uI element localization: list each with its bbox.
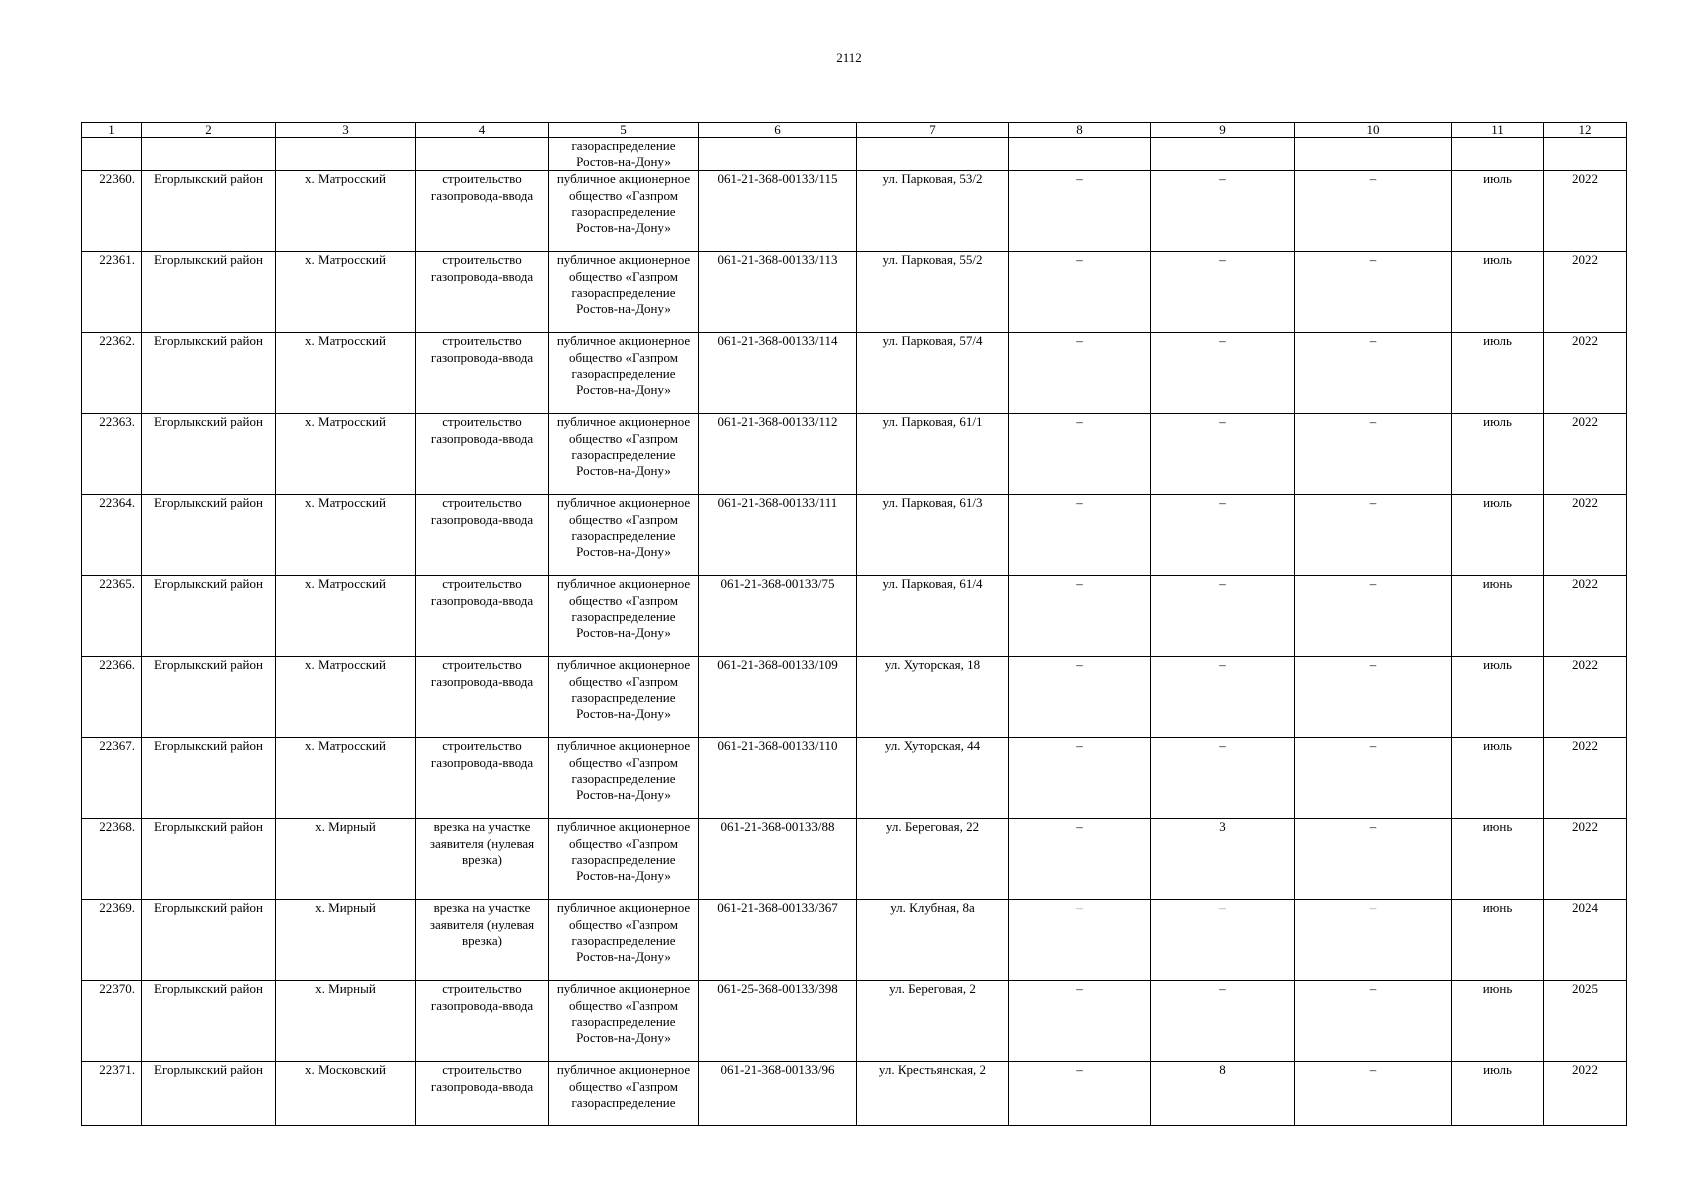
settlement-cell: х. Мирный <box>276 981 416 1062</box>
column-10-cell: – <box>1295 414 1452 495</box>
month-cell: июнь <box>1452 900 1544 981</box>
cell-empty <box>416 138 549 171</box>
cell-empty <box>1452 138 1544 171</box>
column-10-cell: – <box>1295 495 1452 576</box>
column-10-cell: – <box>1295 1062 1452 1126</box>
column-9-cell: 8 <box>1151 1062 1295 1126</box>
column-number: 8 <box>1009 123 1151 138</box>
cell-empty <box>699 138 857 171</box>
column-8-cell: – <box>1009 981 1151 1062</box>
address-cell: ул. Парковая, 55/2 <box>857 252 1009 333</box>
cell-empty <box>1544 138 1627 171</box>
year-cell: 2022 <box>1544 495 1627 576</box>
row-number-cell: 22367. <box>82 738 142 819</box>
district-cell: Егорлыкский район <box>142 576 276 657</box>
settlement-cell: х. Матросский <box>276 657 416 738</box>
column-8-cell: – <box>1009 414 1151 495</box>
district-cell: Егорлыкский район <box>142 900 276 981</box>
table-row <box>82 657 1627 738</box>
work-type-cell: строительство газопровода-ввода <box>416 657 549 738</box>
column-9-cell: – <box>1151 171 1295 252</box>
settlement-cell: х. Матросский <box>276 414 416 495</box>
column-9-cell: – <box>1151 981 1295 1062</box>
work-type-cell: строительство газопровода-ввода <box>416 495 549 576</box>
code-cell: 061-21-368-00133/112 <box>699 414 857 495</box>
month-cell: июль <box>1452 495 1544 576</box>
district-cell: Егорлыкский район <box>142 1062 276 1126</box>
cell-empty <box>142 138 276 171</box>
district-cell: Егорлыкский район <box>142 981 276 1062</box>
owner-cell: публичное акционерное общество «Газпром газораспределение Ростов-на-Дону» <box>549 738 699 819</box>
column-8-cell: – <box>1009 333 1151 414</box>
table-row <box>82 333 1627 414</box>
settlement-cell: х. Матросский <box>276 576 416 657</box>
cell-empty <box>1295 138 1452 171</box>
column-10-cell: – <box>1295 576 1452 657</box>
address-cell: ул. Парковая, 53/2 <box>857 171 1009 252</box>
address-cell: ул. Хуторская, 44 <box>857 738 1009 819</box>
column-8-cell: – <box>1009 738 1151 819</box>
settlement-cell: х. Матросский <box>276 333 416 414</box>
month-cell: июнь <box>1452 819 1544 900</box>
work-type-cell: строительство газопровода-ввода <box>416 1062 549 1126</box>
district-cell: Егорлыкский район <box>142 495 276 576</box>
row-number-cell: 22368. <box>82 819 142 900</box>
owner-cell: публичное акционерное общество «Газпром газораспределение Ростов-на-Дону» <box>549 171 699 252</box>
year-cell: 2024 <box>1544 900 1627 981</box>
code-cell: 061-25-368-00133/398 <box>699 981 857 1062</box>
owner-cell: газораспределение Ростов-на-Дону» <box>549 138 699 171</box>
month-cell: июль <box>1452 252 1544 333</box>
address-cell: ул. Парковая, 57/4 <box>857 333 1009 414</box>
row-number-cell: 22360. <box>82 171 142 252</box>
code-cell: 061-21-368-00133/111 <box>699 495 857 576</box>
row-number-cell: 22365. <box>82 576 142 657</box>
month-cell: июль <box>1452 171 1544 252</box>
column-9-cell: – <box>1151 576 1295 657</box>
year-cell: 2022 <box>1544 171 1627 252</box>
column-number-row <box>82 123 1627 138</box>
code-cell: 061-21-368-00133/96 <box>699 1062 857 1126</box>
work-type-cell: строительство газопровода-ввода <box>416 414 549 495</box>
column-8-cell: – <box>1009 819 1151 900</box>
column-8-cell: – <box>1009 657 1151 738</box>
month-cell: июль <box>1452 414 1544 495</box>
owner-cell: публичное акционерное общество «Газпром газораспределение Ростов-на-Дону» <box>549 252 699 333</box>
code-cell: 061-21-368-00133/115 <box>699 171 857 252</box>
column-8-cell: – <box>1009 576 1151 657</box>
year-cell: 2022 <box>1544 1062 1627 1126</box>
cell-empty <box>1009 138 1151 171</box>
column-9-cell: – <box>1151 333 1295 414</box>
address-cell: ул. Парковая, 61/3 <box>857 495 1009 576</box>
column-8-cell: – <box>1009 171 1151 252</box>
column-number: 10 <box>1295 123 1452 138</box>
work-type-cell: врезка на участке заявителя (нулевая врезка) <box>416 900 549 981</box>
table-row <box>82 1062 1627 1126</box>
code-cell: 061-21-368-00133/88 <box>699 819 857 900</box>
column-9-cell: – <box>1151 414 1295 495</box>
year-cell: 2022 <box>1544 576 1627 657</box>
settlement-cell: х. Матросский <box>276 171 416 252</box>
row-number-cell: 22370. <box>82 981 142 1062</box>
address-cell: ул. Береговая, 22 <box>857 819 1009 900</box>
month-cell: июль <box>1452 1062 1544 1126</box>
column-number: 11 <box>1452 123 1544 138</box>
column-10-cell: – <box>1295 981 1452 1062</box>
row-number-cell: 22371. <box>82 1062 142 1126</box>
district-cell: Егорлыкский район <box>142 333 276 414</box>
work-type-cell: строительство газопровода-ввода <box>416 981 549 1062</box>
year-cell: 2025 <box>1544 981 1627 1062</box>
address-cell: ул. Хуторская, 18 <box>857 657 1009 738</box>
table-row <box>82 738 1627 819</box>
column-10-cell: – <box>1295 900 1452 981</box>
column-9-cell: – <box>1151 657 1295 738</box>
address-cell: ул. Береговая, 2 <box>857 981 1009 1062</box>
settlement-cell: х. Матросский <box>276 252 416 333</box>
year-cell: 2022 <box>1544 333 1627 414</box>
column-10-cell: – <box>1295 819 1452 900</box>
code-cell: 061-21-368-00133/113 <box>699 252 857 333</box>
settlement-cell: х. Мирный <box>276 900 416 981</box>
column-9-cell: – <box>1151 252 1295 333</box>
owner-cell: публичное акционерное общество «Газпром газораспределение Ростов-на-Дону» <box>549 900 699 981</box>
column-9-cell: – <box>1151 738 1295 819</box>
work-type-cell: строительство газопровода-ввода <box>416 738 549 819</box>
settlement-cell: х. Московский <box>276 1062 416 1126</box>
column-number: 7 <box>857 123 1009 138</box>
table-row <box>82 576 1627 657</box>
address-cell: ул. Клубная, 8а <box>857 900 1009 981</box>
column-number: 5 <box>549 123 699 138</box>
column-number: 9 <box>1151 123 1295 138</box>
page-number: 2112 <box>836 50 862 65</box>
settlement-cell: х. Матросский <box>276 738 416 819</box>
row-number-cell: 22363. <box>82 414 142 495</box>
code-cell: 061-21-368-00133/114 <box>699 333 857 414</box>
column-number: 2 <box>142 123 276 138</box>
month-cell: июль <box>1452 333 1544 414</box>
work-type-cell: строительство газопровода-ввода <box>416 171 549 252</box>
column-10-cell: – <box>1295 657 1452 738</box>
month-cell: июнь <box>1452 576 1544 657</box>
settlement-cell: х. Матросский <box>276 495 416 576</box>
district-cell: Егорлыкский район <box>142 738 276 819</box>
column-8-cell: – <box>1009 495 1151 576</box>
column-number: 1 <box>82 123 142 138</box>
work-type-cell: строительство газопровода-ввода <box>416 576 549 657</box>
column-8-cell: – <box>1009 1062 1151 1126</box>
district-cell: Егорлыкский район <box>142 171 276 252</box>
column-10-cell: – <box>1295 738 1452 819</box>
table-row <box>82 495 1627 576</box>
row-number-cell: 22369. <box>82 900 142 981</box>
table-row <box>82 414 1627 495</box>
column-8-cell: – <box>1009 252 1151 333</box>
continuation-row <box>82 138 1627 171</box>
year-cell: 2022 <box>1544 738 1627 819</box>
code-cell: 061-21-368-00133/75 <box>699 576 857 657</box>
table-row <box>82 171 1627 252</box>
owner-cell: публичное акционерное общество «Газпром газораспределение Ростов-на-Дону» <box>549 819 699 900</box>
table-row <box>82 252 1627 333</box>
row-number-cell: 22362. <box>82 333 142 414</box>
settlement-cell: х. Мирный <box>276 819 416 900</box>
district-cell: Егорлыкский район <box>142 414 276 495</box>
address-cell: ул. Парковая, 61/1 <box>857 414 1009 495</box>
column-number: 6 <box>699 123 857 138</box>
column-number: 12 <box>1544 123 1627 138</box>
year-cell: 2022 <box>1544 252 1627 333</box>
column-number: 3 <box>276 123 416 138</box>
owner-cell: публичное акционерное общество «Газпром газораспределение Ростов-на-Дону» <box>549 414 699 495</box>
column-10-cell: – <box>1295 171 1452 252</box>
table-row <box>82 981 1627 1062</box>
year-cell: 2022 <box>1544 819 1627 900</box>
code-cell: 061-21-368-00133/367 <box>699 900 857 981</box>
month-cell: июнь <box>1452 981 1544 1062</box>
work-type-cell: строительство газопровода-ввода <box>416 252 549 333</box>
column-10-cell: – <box>1295 333 1452 414</box>
owner-cell: публичное акционерное общество «Газпром газораспределение <box>549 1062 699 1126</box>
cell-empty <box>82 138 142 171</box>
year-cell: 2022 <box>1544 657 1627 738</box>
cell-empty <box>1151 138 1295 171</box>
table-row <box>82 819 1627 900</box>
owner-cell: публичное акционерное общество «Газпром газораспределение Ростов-на-Дону» <box>549 495 699 576</box>
column-8-cell: – <box>1009 900 1151 981</box>
column-10-cell: – <box>1295 252 1452 333</box>
owner-cell: публичное акционерное общество «Газпром газораспределение Ростов-на-Дону» <box>549 333 699 414</box>
column-number: 4 <box>416 123 549 138</box>
register-body <box>82 123 1627 1126</box>
column-9-cell: – <box>1151 900 1295 981</box>
register-table <box>81 122 1627 1126</box>
owner-cell: публичное акционерное общество «Газпром газораспределение Ростов-на-Дону» <box>549 981 699 1062</box>
month-cell: июль <box>1452 657 1544 738</box>
table-row <box>82 900 1627 981</box>
row-number-cell: 22364. <box>82 495 142 576</box>
column-9-cell: – <box>1151 495 1295 576</box>
row-number-cell: 22366. <box>82 657 142 738</box>
owner-cell: публичное акционерное общество «Газпром газораспределение Ростов-на-Дону» <box>549 576 699 657</box>
month-cell: июль <box>1452 738 1544 819</box>
row-number-cell: 22361. <box>82 252 142 333</box>
district-cell: Егорлыкский район <box>142 819 276 900</box>
code-cell: 061-21-368-00133/110 <box>699 738 857 819</box>
cell-empty <box>276 138 416 171</box>
cell-empty <box>857 138 1009 171</box>
district-cell: Егорлыкский район <box>142 657 276 738</box>
work-type-cell: строительство газопровода-ввода <box>416 333 549 414</box>
address-cell: ул. Парковая, 61/4 <box>857 576 1009 657</box>
address-cell: ул. Крестьянская, 2 <box>857 1062 1009 1126</box>
column-9-cell: 3 <box>1151 819 1295 900</box>
code-cell: 061-21-368-00133/109 <box>699 657 857 738</box>
work-type-cell: врезка на участке заявителя (нулевая врезка) <box>416 819 549 900</box>
district-cell: Егорлыкский район <box>142 252 276 333</box>
owner-cell: публичное акционерное общество «Газпром газораспределение Ростов-на-Дону» <box>549 657 699 738</box>
year-cell: 2022 <box>1544 414 1627 495</box>
